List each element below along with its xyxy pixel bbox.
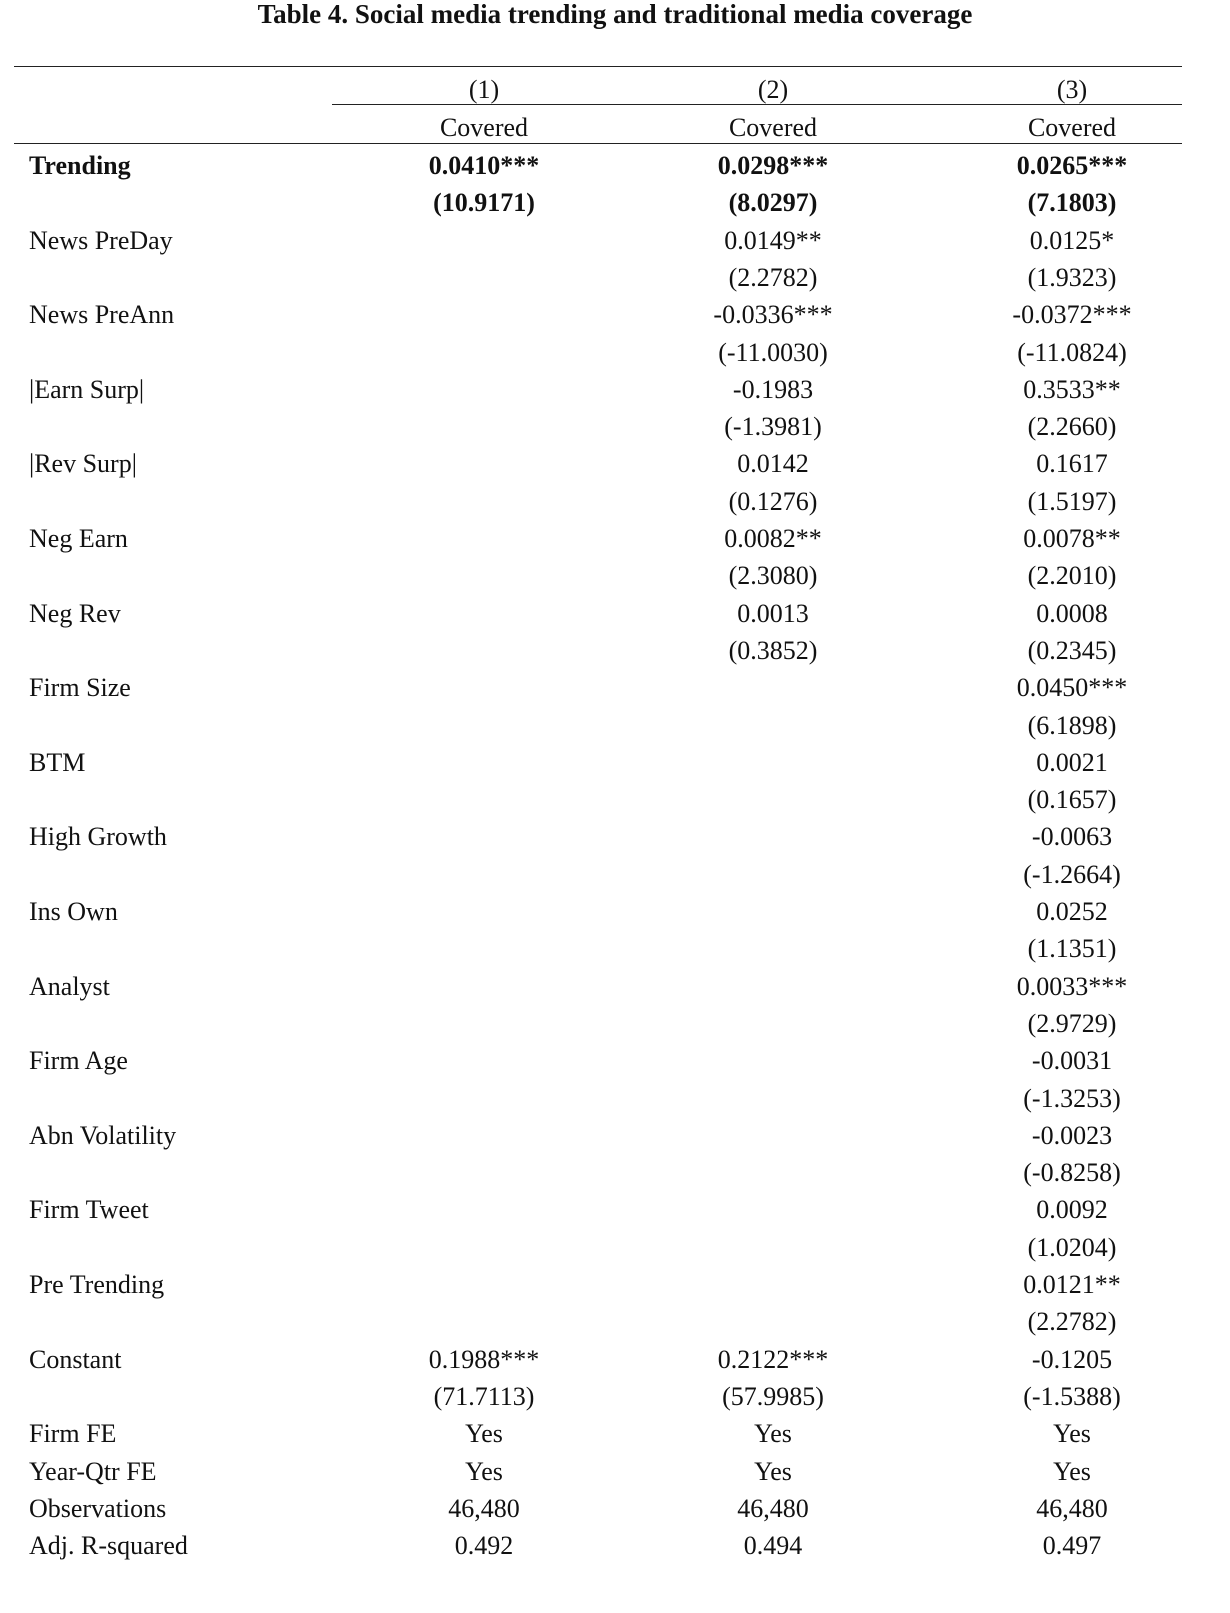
t-stat-cell: (2.2782) (728, 262, 818, 292)
coefficient-cell: 0.0008 (1036, 598, 1108, 628)
row-label: Neg Earn (29, 524, 128, 553)
coefficient-cell: 0.0298*** (717, 151, 829, 180)
t-stat-cell: (1.0204) (1027, 1232, 1117, 1262)
coefficient-cell: -0.0336*** (713, 300, 833, 330)
row-label: Firm Size (29, 673, 131, 703)
row-label: |Rev Surp| (29, 449, 137, 479)
coefficient-cell: 0.0142 (737, 449, 809, 479)
t-stat-cell: (-1.3253) (1023, 1083, 1121, 1113)
coefficient-cell: 0.2122*** (717, 1344, 829, 1374)
dependent-variable: Covered (439, 113, 529, 142)
t-stat-cell: (2.2660) (1027, 412, 1117, 442)
t-stat-cell: (0.2345) (1027, 635, 1117, 665)
row-label: News PreAnn (29, 300, 175, 330)
coefficient-cell: 0.3533** (1023, 374, 1121, 404)
row-label: Pre Trending (29, 1270, 165, 1299)
row-label: Adj. R-squared (29, 1531, 188, 1561)
t-stat-cell: (2.3080) (728, 561, 818, 591)
row-label: Firm Age (29, 1046, 128, 1076)
coefficient-cell: 0.0033*** (1016, 971, 1128, 1001)
row-label: Neg Rev (29, 598, 121, 628)
t-stat-cell: (-11.0824) (1017, 337, 1127, 367)
t-stat-cell: (0.3852) (728, 635, 818, 665)
coefficient-cell: 0.0450*** (1016, 673, 1128, 703)
summary-cell: 0.492 (454, 1531, 514, 1561)
coefficient-cell: -0.1205 (1031, 1344, 1113, 1374)
row-label: Constant (29, 1344, 122, 1374)
coefficient-cell: 0.0265*** (1016, 151, 1128, 180)
coefficient-cell: 0.0125* (1029, 225, 1115, 255)
coefficient-cell: -0.0372*** (1012, 300, 1132, 330)
t-stat-cell: (1.1351) (1027, 934, 1117, 964)
t-stat-cell: (-1.3981) (724, 412, 822, 442)
t-stat-cell: (-0.8258) (1023, 1158, 1121, 1188)
t-stat-cell: (1.9323) (1027, 262, 1117, 292)
coefficient-cell: 0.0121** (1023, 1270, 1121, 1299)
summary-cell: 46,480 (737, 1493, 809, 1523)
t-stat-cell: (2.2010) (1027, 561, 1117, 591)
coefficient-cell: 0.0013 (737, 598, 809, 628)
t-stat-cell: (57.9985) (722, 1381, 824, 1411)
coefficient-cell: 0.1988*** (428, 1344, 540, 1374)
coefficient-cell: -0.0023 (1031, 1120, 1113, 1150)
row-label: Firm FE (29, 1419, 117, 1449)
summary-cell: 46,480 (448, 1493, 520, 1523)
summary-cell: Yes (465, 1456, 503, 1486)
row-label: Observations (29, 1493, 167, 1523)
row-label: Ins Own (29, 897, 118, 926)
summary-cell: Yes (1053, 1456, 1091, 1486)
t-stat-cell: (7.1803) (1027, 188, 1117, 218)
coefficient-cell: 0.0092 (1036, 1195, 1108, 1225)
row-label: |Earn Surp| (29, 374, 145, 404)
t-stat-cell: (1.5197) (1027, 486, 1117, 516)
column-number: (1) (468, 75, 500, 104)
coefficient-cell: 0.0410*** (428, 151, 540, 180)
coefficient-cell: 0.1617 (1036, 449, 1108, 479)
t-stat-cell: (0.1276) (728, 486, 818, 516)
coefficient-cell: 0.0082** (724, 524, 822, 553)
row-label: News PreDay (29, 225, 173, 255)
row-label: Trending (29, 151, 131, 180)
t-stat-cell: (6.1898) (1027, 710, 1117, 740)
row-label: Abn Volatility (29, 1120, 177, 1150)
table-title: Table 4. Social media trending and traditional media coverage (257, 0, 973, 29)
t-stat-cell: (-1.5388) (1023, 1381, 1121, 1411)
summary-cell: Yes (754, 1419, 792, 1449)
summary-cell: 46,480 (1036, 1493, 1108, 1523)
row-label: Analyst (29, 971, 110, 1001)
row-label: High Growth (29, 822, 167, 852)
coefficient-cell: 0.0021 (1036, 747, 1108, 777)
dependent-variable: Covered (1027, 113, 1117, 142)
coefficient-cell: -0.0063 (1031, 822, 1113, 852)
t-stat-cell: (0.1657) (1027, 785, 1117, 815)
t-stat-cell: (-11.0030) (718, 337, 828, 367)
column-number: (3) (1056, 75, 1088, 104)
coefficient-cell: -0.0031 (1031, 1046, 1113, 1076)
summary-cell: Yes (1053, 1419, 1091, 1449)
t-stat-cell: (2.2782) (1027, 1307, 1117, 1337)
coefficient-cell: 0.0252 (1036, 897, 1108, 926)
summary-cell: 0.497 (1042, 1531, 1102, 1561)
top-rule (14, 66, 1182, 67)
summary-cell: Yes (465, 1419, 503, 1449)
dependent-variable: Covered (728, 113, 818, 142)
row-label: Year-Qtr FE (29, 1456, 157, 1486)
t-stat-cell: (8.0297) (728, 188, 818, 218)
summary-cell: 0.494 (743, 1531, 803, 1561)
t-stat-cell: (71.7113) (433, 1381, 535, 1411)
t-stat-cell: (10.9171) (433, 188, 535, 218)
coefficient-cell: -0.1983 (732, 374, 814, 404)
t-stat-cell: (-1.2664) (1023, 859, 1121, 889)
summary-cell: Yes (754, 1456, 792, 1486)
column-number: (2) (757, 75, 789, 104)
row-label: Firm Tweet (29, 1195, 149, 1225)
coefficient-cell: 0.0078** (1023, 524, 1121, 553)
row-label: BTM (29, 747, 86, 777)
t-stat-cell: (2.9729) (1027, 1008, 1117, 1038)
coefficient-cell: 0.0149** (724, 225, 822, 255)
